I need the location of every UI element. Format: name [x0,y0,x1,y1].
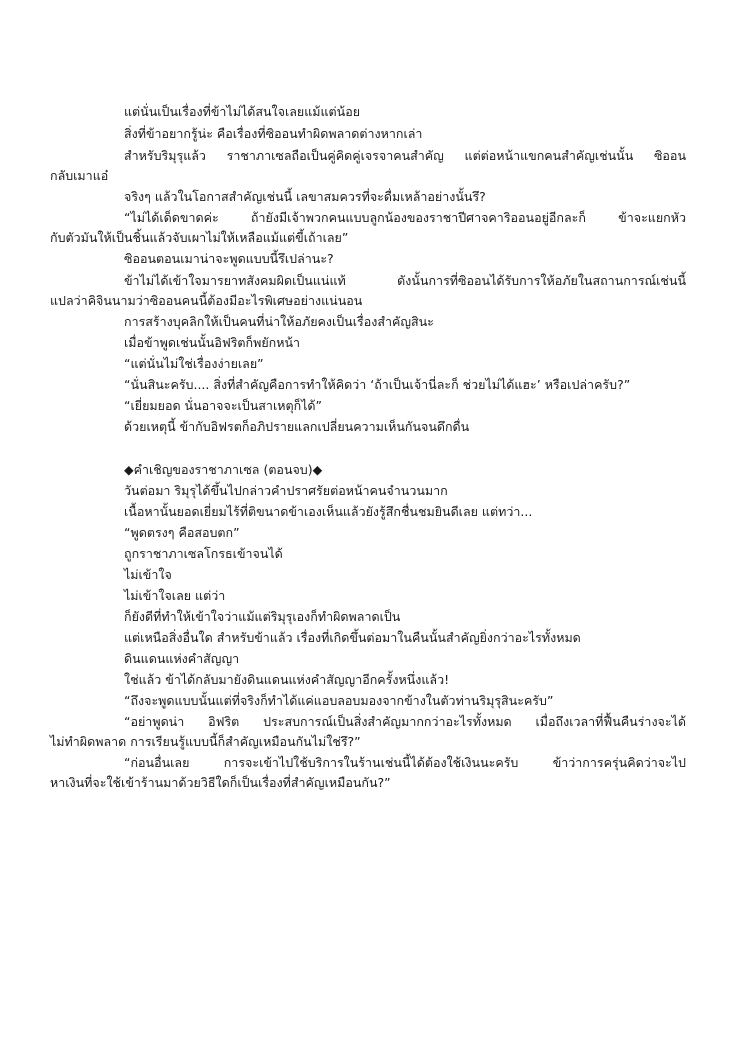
paragraph-9-line-1: เมื่อข้าพูดเช่นนั้นอิฟริตก็พยักหน้า [124,335,301,350]
paragraph-3-line-1: สำหรับริมุรุแล้ว ราชาภาเซลถือเป็นคู่คิดคู่เจรจาคนสำคัญ แต่ต่อหน้าแขกคนสำคัญเช่นนั้น ซิออน [124,148,686,163]
paragraph-19-line-1: ไม่เข้าใจ [124,567,172,582]
paragraph-7-line-2: แปลว่าคิจินนามว่าซิออนคนนี้ต้องมีอะไรพิเศษอย่างแน่นอน [50,293,363,308]
paragraph-27-line-2: หาเงินที่จะใช้เข้าร้านมาด้วยวิธีใดก็เป็นเรื่องที่สำคัญเหมือนกัน?” [50,775,391,790]
paragraph-20-line-1: ไม่เข้าใจเลย แต่ว่า [124,588,226,603]
paragraph-22-line-1: แต่เหนือสิ่งอื่นใด สำหรับข้าแล้ว เรื่องที่เกิดขึ้นต่อมาในคืนนั้นสำคัญยิ่งกว่าอะไรทั้งหมด [124,630,581,645]
paragraph-15-line-1: วันต่อมา ริมุรุได้ขึ้นไปกล่าวคำปราศรัยต่อหน้าคนจำนวนมาก [124,483,448,498]
paragraph-21-line-1: ก็ยังดีที่ทำให้เข้าใจว่าแม้แต่ริมุรุเองก็ทำผิดพลาดเป็น [124,609,401,624]
paragraph-4-line-1: จริงๆ แล้วในโอกาสสำคัญเช่นนี้ เลขาสมควรที่จะดื่มเหล้าอย่างนั้นรึ? [124,189,486,204]
paragraph-16-line-1: เนื้อหานั้นยอดเยี่ยมไร้ที่ติขนาดข้าเองเห็นแล้วยังรู้สึกชื่นชมยินดีเลย แต่ทว่า... [124,504,533,519]
paragraph-10-line-1: “แต่นั่นไม่ใช่เรื่องง่ายเลย” [124,356,264,371]
paragraph-3-line-2: กลับเมาแอ๋ [50,168,109,183]
paragraph-17-line-1: “พูดตรงๆ คือสอบตก” [124,525,240,540]
paragraph-27-line-1: “ก่อนอื่นเลย การจะเข้าไปใช้บริการในร้านเช่นนี้ได้ต้องใช้เงินนะครับ ข้าว่าการครุ่นคิดว่าจะไป [124,755,686,770]
paragraph-18-line-1: ถูกราชาภาเซลโกรธเข้าจนได้ [124,546,283,561]
paragraph-23-line-1: ดินแดนแห่งคำสัญญา [124,651,240,666]
paragraph-6-line-1: ซิออนตอนเมาน่าจะพูดแบบนี้รึเปล่านะ? [124,251,334,266]
paragraph-24-line-1: ใช่แล้ว ข้าได้กลับมายังดินแดนแห่งคำสัญญาอีกครั้งหนึ่งแล้ว! [124,672,450,687]
paragraph-11-line-1: “นั่นสินะครับ.... สิ่งที่สำคัญคือการทำให้คิดว่า ‘ถ้าเป็นเจ้านี่ละก็ ช่วยไม่ได้แฮะ’ หรือเปล่าครับ?” [124,377,631,392]
paragraph-8-line-1: การสร้างบุคลิกให้เป็นคนที่น่าให้อภัยคงเป็นเรื่องสำคัญสินะ [124,314,434,329]
paragraph-14-line-1: ◆คำเชิญของราชาภาเซล (ตอนจบ)◆ [124,462,323,477]
paragraph-7-line-1: ข้าไม่ได้เข้าใจมารยาทสังคมผิดเป็นแน่แท้ ดังนั้นการที่ซิออนได้รับการให้อภัยในสถานการณ์เช่นนี้ [124,273,686,288]
paragraph-12-line-1: “เยี่ยมยอด นั่นอาจจะเป็นสาเหตุก็ได้” [124,398,323,413]
paragraph-26-line-2: ไม่ทำผิดพลาด การเรียนรู้แบบนี้ก็สำคัญเหมือนกันไม่ใช่รึ?” [50,734,361,749]
paragraph-2-line-1: สิ่งที่ข้าอยากรู้น่ะ คือเรื่องที่ซิออนทำผิดพลาดต่างหากเล่า [124,126,423,141]
paragraph-13-line-1: ด้วยเหตุนี้ ข้ากับอิฟรตก็อภิปรายแลกเปลี่ยนความเห็นกันจนดึกดื่น [124,419,470,434]
paragraph-26-line-1: “อย่าพูดน่า อิฟริต ประสบการณ์เป็นสิ่งสำคัญมากกว่าอะไรทั้งหมด เมื่อถึงเวลาที่ฟื้นคืนร่างจะได้ [124,714,686,729]
paragraph-25-line-1: “ถึงจะพูดแบบนั้นแต่ที่จริงก็ทำได้แค่แอบลอบมองจากข้างในตัวท่านริมุรุสินะครับ” [124,693,554,708]
paragraph-5-line-2: กับตัวมันให้เป็นชิ้นแล้วจับเผาไม่ให้เหลือแม้แต่ขี้เถ้าเลย” [50,230,349,245]
paragraph-5-line-1: “ไม่ได้เด็ดขาดค่ะ ถ้ายังมีเจ้าพวกคนแบบลูกน้องของราชาปีศาจคาริออนอยู่อีกละก็ ข้าจะแยกหัว [124,210,686,225]
paragraph-1-line-1: แต่นั่นเป็นเรื่องที่ข้าไม่ได้สนใจเลยแม้แต่น้อย [124,104,361,119]
